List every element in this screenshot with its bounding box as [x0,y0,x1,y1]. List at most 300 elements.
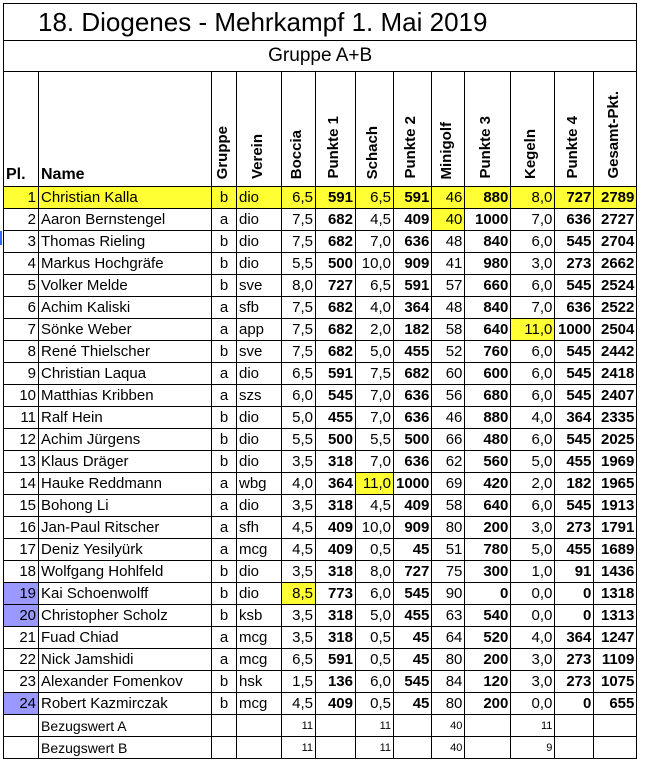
punkte3-cell: 1000 [465,209,511,231]
verein-cell: mcg [237,539,282,561]
gesamt-cell: 2335 [594,407,637,429]
kegeln-cell: 6,0 [511,363,555,385]
empty-cell [212,715,237,737]
pl-cell: 22 [4,649,39,671]
header-punkte2: Punkte 2 [402,116,420,179]
gesamt-cell: 2522 [594,297,637,319]
punkte1-cell: 591 [316,649,356,671]
name-cell: Achim Kaliski [39,297,212,319]
schach-cell: 7,0 [356,231,394,253]
punkte4-cell: 273 [555,649,594,671]
punkte1-cell: 364 [316,473,356,495]
punkte4-cell: 636 [555,209,594,231]
minigolf-cell: 75 [432,561,465,583]
punkte1-cell: 455 [316,407,356,429]
gruppe-cell: b [212,693,237,715]
punkte1-cell: 318 [316,451,356,473]
punkte1-cell: 318 [316,561,356,583]
reference-kegeln: 9 [511,737,555,759]
gesamt-cell: 655 [594,693,637,715]
gesamt-cell: 2524 [594,275,637,297]
kegeln-cell: 6,0 [511,231,555,253]
punkte2-cell: 636 [394,231,432,253]
verein-cell: sfh [237,517,282,539]
punkte1-cell: 682 [316,297,356,319]
name-cell: Volker Melde [39,275,212,297]
empty-cell [594,737,637,759]
punkte2-cell: 636 [394,451,432,473]
boccia-cell: 4,0 [282,473,316,495]
gruppe-cell: b [212,605,237,627]
gesamt-cell: 1075 [594,671,637,693]
pl-cell: 6 [4,297,39,319]
punkte1-cell: 682 [316,341,356,363]
schach-cell: 2,0 [356,319,394,341]
name-cell: Alexander Fomenkov [39,671,212,693]
gesamt-cell: 2727 [594,209,637,231]
punkte2-cell: 636 [394,385,432,407]
header-boccia: Boccia [288,129,305,179]
table-row [4,495,637,517]
boccia-cell: 5,5 [282,429,316,451]
table-row [4,473,637,495]
verein-cell: dio [237,451,282,473]
minigolf-cell: 80 [432,517,465,539]
kegeln-cell: 6,0 [511,341,555,363]
verein-cell: wbg [237,473,282,495]
kegeln-cell: 0,0 [511,693,555,715]
kegeln-cell: 7,0 [511,297,555,319]
pl-cell: 23 [4,671,39,693]
punkte1-cell: 409 [316,517,356,539]
reference-schach: 11 [356,715,394,737]
name-cell: Bohong Li [39,495,212,517]
punkte1-cell: 318 [316,627,356,649]
gruppe-cell: a [212,385,237,407]
punkte2-cell: 909 [394,517,432,539]
row-marker [0,231,2,245]
punkte4-cell: 0 [555,605,594,627]
minigolf-cell: 58 [432,319,465,341]
punkte4-cell: 364 [555,407,594,429]
verein-cell: dio [237,187,282,209]
punkte4-cell: 545 [555,341,594,363]
boccia-cell: 3,5 [282,451,316,473]
pl-cell: 1 [4,187,39,209]
header-gesamt: Gesamt-Pkt. [604,91,622,179]
name-cell: Christopher Scholz [39,605,212,627]
schach-cell: 7,0 [356,407,394,429]
table-row [4,231,637,253]
schach-cell: 0,5 [356,693,394,715]
boccia-cell: 6,5 [282,187,316,209]
empty-cell [394,737,432,759]
kegeln-cell: 5,0 [511,451,555,473]
empty-cell [237,737,282,759]
boccia-cell: 4,5 [282,517,316,539]
boccia-cell: 6,0 [282,385,316,407]
punkte1-cell: 682 [316,209,356,231]
group-title: Gruppe A+B [4,41,637,72]
minigolf-cell: 60 [432,363,465,385]
pl-cell: 20 [4,605,39,627]
reference-row [4,715,637,737]
pl-cell: 5 [4,275,39,297]
boccia-cell: 8,0 [282,275,316,297]
boccia-cell: 7,5 [282,319,316,341]
gruppe-cell: b [212,671,237,693]
punkte3-cell: 640 [465,495,511,517]
boccia-cell: 5,0 [282,407,316,429]
punkte3-cell: 520 [465,627,511,649]
verein-cell: mcg [237,649,282,671]
gruppe-cell: a [212,649,237,671]
verein-cell: dio [237,407,282,429]
gesamt-cell: 2442 [594,341,637,363]
name-cell: Achim Jürgens [39,429,212,451]
empty-cell [4,715,39,737]
gesamt-cell: 2504 [594,319,637,341]
gesamt-cell: 1313 [594,605,637,627]
punkte1-cell: 409 [316,539,356,561]
table-row [4,429,637,451]
punkte4-cell: 455 [555,539,594,561]
punkte2-cell: 591 [394,187,432,209]
results-table [3,3,637,759]
table-row [4,693,637,715]
boccia-cell: 7,5 [282,297,316,319]
punkte4-cell: 273 [555,671,594,693]
boccia-cell: 4,5 [282,539,316,561]
table-row [4,517,637,539]
pl-cell: 17 [4,539,39,561]
verein-cell: dio [237,495,282,517]
gruppe-cell: b [212,231,237,253]
name-cell: Jan-Paul Ritscher [39,517,212,539]
gesamt-cell: 1247 [594,627,637,649]
pl-cell: 14 [4,473,39,495]
punkte2-cell: 45 [394,539,432,561]
punkte4-cell: 545 [555,231,594,253]
verein-cell: mcg [237,693,282,715]
punkte1-cell: 409 [316,693,356,715]
punkte2-cell: 1000 [394,473,432,495]
empty-cell [394,715,432,737]
boccia-cell: 6,5 [282,363,316,385]
punkte3-cell: 680 [465,385,511,407]
punkte3-cell: 880 [465,187,511,209]
reference-label: Bezugswert A [39,715,212,737]
punkte2-cell: 45 [394,627,432,649]
minigolf-cell: 69 [432,473,465,495]
punkte3-cell: 840 [465,231,511,253]
pl-cell: 24 [4,693,39,715]
gesamt-cell: 1913 [594,495,637,517]
gesamt-cell: 1436 [594,561,637,583]
kegeln-cell: 4,0 [511,407,555,429]
punkte2-cell: 364 [394,297,432,319]
punkte2-cell: 591 [394,275,432,297]
schach-cell: 10,0 [356,253,394,275]
schach-cell: 5,0 [356,341,394,363]
pl-cell: 18 [4,561,39,583]
punkte3-cell: 660 [465,275,511,297]
table-row [4,583,637,605]
gruppe-cell: a [212,539,237,561]
name-cell: René Thielscher [39,341,212,363]
minigolf-cell: 80 [432,649,465,671]
pl-cell: 4 [4,253,39,275]
name-cell: Nick Jamshidi [39,649,212,671]
punkte2-cell: 682 [394,363,432,385]
gruppe-cell: b [212,451,237,473]
kegeln-cell: 3,0 [511,253,555,275]
gruppe-cell: b [212,275,237,297]
pl-cell: 2 [4,209,39,231]
schach-cell: 4,5 [356,209,394,231]
pl-cell: 21 [4,627,39,649]
header-verein: Verein [248,133,266,179]
verein-cell: hsk [237,671,282,693]
boccia-cell: 3,5 [282,561,316,583]
punkte4-cell: 545 [555,429,594,451]
verein-cell: sve [237,341,282,363]
table-row [4,407,637,429]
punkte3-cell: 980 [465,253,511,275]
name-cell: Thomas Rieling [39,231,212,253]
header-minigolf: Minigolf [437,121,455,179]
gesamt-cell: 1109 [594,649,637,671]
verein-cell: dio [237,363,282,385]
minigolf-cell: 51 [432,539,465,561]
punkte3-cell: 600 [465,363,511,385]
punkte1-cell: 136 [316,671,356,693]
minigolf-cell: 84 [432,671,465,693]
kegeln-cell: 0,0 [511,605,555,627]
gruppe-cell: a [212,297,237,319]
pl-cell: 7 [4,319,39,341]
gesamt-cell: 2704 [594,231,637,253]
punkte1-cell: 773 [316,583,356,605]
kegeln-cell: 8,0 [511,187,555,209]
schach-cell: 4,5 [356,495,394,517]
punkte4-cell: 273 [555,253,594,275]
pl-cell: 12 [4,429,39,451]
verein-cell: dio [237,561,282,583]
verein-cell: dio [237,429,282,451]
kegeln-cell: 1,0 [511,561,555,583]
punkte4-cell: 0 [555,583,594,605]
verein-cell: dio [237,583,282,605]
boccia-cell: 3,5 [282,627,316,649]
gruppe-cell: b [212,187,237,209]
empty-cell [237,715,282,737]
table-row [4,539,637,561]
minigolf-cell: 46 [432,187,465,209]
name-cell: Hauke Reddmann [39,473,212,495]
reference-boccia: 11 [282,715,316,737]
punkte2-cell: 500 [394,429,432,451]
header-punkte4: Punkte 4 [563,116,581,179]
punkte1-cell: 727 [316,275,356,297]
name-cell: Ralf Hein [39,407,212,429]
punkte1-cell: 500 [316,429,356,451]
boccia-cell: 3,5 [282,495,316,517]
gesamt-cell: 2789 [594,187,637,209]
punkte2-cell: 182 [394,319,432,341]
name-cell: Matthias Kribben [39,385,212,407]
pl-cell: 19 [4,583,39,605]
kegeln-cell: 3,0 [511,649,555,671]
empty-cell [555,737,594,759]
reference-minigolf: 40 [432,715,465,737]
boccia-cell: 6,5 [282,649,316,671]
punkte3-cell: 840 [465,297,511,319]
kegeln-cell: 6,0 [511,429,555,451]
punkte4-cell: 727 [555,187,594,209]
kegeln-cell: 3,0 [511,671,555,693]
punkte2-cell: 909 [394,253,432,275]
schach-cell: 0,5 [356,539,394,561]
kegeln-cell: 3,0 [511,517,555,539]
name-cell: Kai Schoenwolff [39,583,212,605]
schach-cell: 0,5 [356,627,394,649]
minigolf-cell: 46 [432,407,465,429]
gruppe-cell: a [212,627,237,649]
punkte3-cell: 420 [465,473,511,495]
gruppe-cell: b [212,561,237,583]
punkte4-cell: 636 [555,297,594,319]
verein-cell: mcg [237,627,282,649]
minigolf-cell: 57 [432,275,465,297]
gesamt-cell: 2407 [594,385,637,407]
schach-cell: 6,0 [356,671,394,693]
table-row [4,385,637,407]
punkte3-cell: 560 [465,451,511,473]
gruppe-cell: b [212,341,237,363]
header-schach: Schach [364,125,381,179]
gesamt-cell: 1689 [594,539,637,561]
gruppe-cell: a [212,209,237,231]
gesamt-cell: 1791 [594,517,637,539]
reference-kegeln: 11 [511,715,555,737]
table-row [4,363,637,385]
pl-cell: 13 [4,451,39,473]
gruppe-cell: a [212,319,237,341]
gesamt-cell: 1318 [594,583,637,605]
schach-cell: 5,0 [356,605,394,627]
verein-cell: dio [237,209,282,231]
schach-cell: 5,5 [356,429,394,451]
pl-cell: 9 [4,363,39,385]
schach-cell: 6,5 [356,187,394,209]
pl-cell: 10 [4,385,39,407]
punkte2-cell: 727 [394,561,432,583]
empty-cell [316,737,356,759]
gruppe-cell: b [212,583,237,605]
table-row [4,209,637,231]
reference-row [4,737,637,759]
table-row [4,561,637,583]
header-name: Name [39,72,212,187]
punkte3-cell: 200 [465,517,511,539]
punkte4-cell: 545 [555,363,594,385]
punkte4-cell: 545 [555,495,594,517]
table-row [4,275,637,297]
gesamt-cell: 2418 [594,363,637,385]
table-row [4,605,637,627]
name-cell: Sönke Weber [39,319,212,341]
minigolf-cell: 80 [432,693,465,715]
verein-cell: ksb [237,605,282,627]
punkte2-cell: 545 [394,583,432,605]
punkte1-cell: 500 [316,253,356,275]
boccia-cell: 8,5 [282,583,316,605]
minigolf-cell: 58 [432,495,465,517]
punkte4-cell: 545 [555,275,594,297]
empty-cell [465,715,511,737]
table-row [4,341,637,363]
kegeln-cell: 5,0 [511,539,555,561]
reference-boccia: 11 [282,737,316,759]
boccia-cell: 5,5 [282,253,316,275]
gruppe-cell: a [212,495,237,517]
kegeln-cell: 11,0 [511,319,555,341]
punkte1-cell: 682 [316,319,356,341]
punkte4-cell: 545 [555,385,594,407]
punkte3-cell: 480 [465,429,511,451]
punkte4-cell: 1000 [555,319,594,341]
gruppe-cell: b [212,429,237,451]
boccia-cell: 4,5 [282,693,316,715]
boccia-cell: 3,5 [282,605,316,627]
page-title: 18. Diogenes - Mehrkampf 1. Mai 2019 [4,4,637,41]
punkte2-cell: 455 [394,605,432,627]
empty-cell [465,737,511,759]
empty-cell [4,737,39,759]
punkte1-cell: 591 [316,363,356,385]
kegeln-cell: 4,0 [511,627,555,649]
schach-cell: 10,0 [356,517,394,539]
table-row [4,671,637,693]
pl-cell: 11 [4,407,39,429]
schach-cell: 6,5 [356,275,394,297]
reference-label: Bezugswert B [39,737,212,759]
name-cell: Aaron Bernstengel [39,209,212,231]
empty-cell [594,715,637,737]
schach-cell: 7,0 [356,451,394,473]
punkte4-cell: 273 [555,517,594,539]
name-cell: Deniz Yesilyürk [39,539,212,561]
empty-cell [212,737,237,759]
table-row [4,253,637,275]
schach-cell: 0,5 [356,649,394,671]
punkte4-cell: 455 [555,451,594,473]
punkte2-cell: 409 [394,495,432,517]
name-cell: Robert Kazmirczak [39,693,212,715]
gruppe-cell: a [212,473,237,495]
schach-cell: 7,5 [356,363,394,385]
schach-cell: 6,0 [356,583,394,605]
gruppe-cell: b [212,407,237,429]
minigolf-cell: 48 [432,297,465,319]
reference-schach: 11 [356,737,394,759]
minigolf-cell: 64 [432,627,465,649]
punkte3-cell: 120 [465,671,511,693]
punkte3-cell: 200 [465,649,511,671]
kegeln-cell: 6,0 [511,385,555,407]
boccia-cell: 7,5 [282,341,316,363]
